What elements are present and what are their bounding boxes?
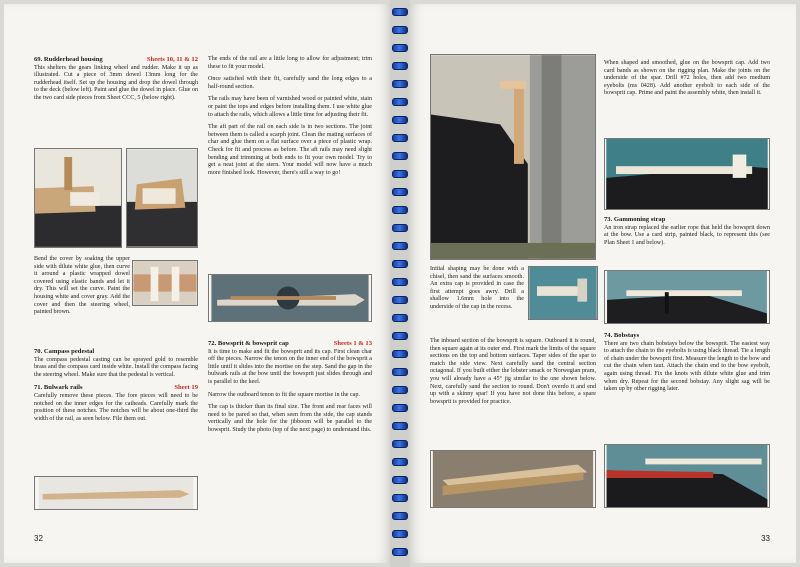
photo-rudderhead-card-sides [126,148,198,248]
section-70-heading [34,348,198,356]
section-69-heading [34,56,198,64]
cap-caption-text: Initial shaping may be done with a chisel, then sand the surfaces smooth. An extra cap is provided in case the first attempt goes awry. Drill a shallow 1.6mm hole into the underside of the cap in the recess. [430,266,524,310]
left-column-1 [34,56,198,108]
binding-coil [392,476,408,484]
section-69-sheets: Sheets 10, 11 & 12 [146,56,198,63]
bowsprit-shaping-text: The inboard section of the bowsprit is square. Outboard it is round, then square again at its outer end. First mark the limits of the square sections on the top and bottom surfaces. Taper sides of the spar to match the side view. Next carefully sand the central section octagonal. If you built either the lobster smack or Norwegian pram, you will already have a 45° jig similar to the one shown below. Next, carefully sand the section to round. Don't overdo it and end up with a skinny spar! If you have not done this before, a spare bowsprit is provided for practice. [430,338,596,405]
section-69-title: 69. Rudderhead housing [34,56,103,63]
section-73 [604,216,770,252]
section-72-title: 72. Bowsprit & bowsprit cap [208,340,289,347]
binding-coil [392,224,408,232]
photo-bowsprit-with-bands [604,138,770,210]
binding-coil [392,206,408,214]
binding-coil [392,98,408,106]
binding-coil [392,548,408,556]
rail-finish-text: The rails may have been of varnished wood or painted white, stain or paint the tops and edges before installing them. I use white glue to attach the rails, which allows a little time for adjusting their fit. [208,96,372,118]
left-column-2 [208,56,372,182]
binding-coil [392,260,408,268]
binding-coil [392,314,408,322]
section-74-heading [604,332,770,340]
section-69-continued [34,256,130,322]
section-73-heading [604,216,770,224]
section-73-title: 73. Gammoning strap [604,216,666,223]
binding-coil [392,350,408,358]
section-70-title: 70. Campass pedestal [34,348,95,355]
photo-cover-bending [132,260,198,306]
binding-coil [392,8,408,16]
section-71-heading [34,384,198,392]
binding-coil [392,458,408,466]
photo-bobstays [604,444,770,508]
cap-caption [430,266,524,317]
section-69-body: This shelters the gears linking wheel and rudder. Make it up as illustrated. Cut a piece of 3mm dowel 13mm long for the rudderhead itself. Set up the housing and drop the dowel through to the deck (below left). Paint and glue the dowel in place. Glue on the two card side pieces from Sheet CCC, 5 (below right). [34,64,198,101]
left-column-1-lower [34,348,198,428]
binding-coil [392,404,408,412]
section-72-body-2: Narrow the outboard tenon to fit the square mortise in the cap. [208,391,360,398]
left-column-2-lower [208,340,372,440]
photo-hull-with-rails [208,274,372,322]
binding-coil [392,386,408,394]
binding-coil [392,80,408,88]
spiral-binding [390,0,410,567]
binding-coil [392,368,408,376]
binding-coil [392,278,408,286]
section-72-sheets: Sheets 1 & 13 [333,340,372,347]
left-page [4,4,392,563]
right-page [408,4,796,563]
binding-coil [392,332,408,340]
section-69-body2: Bend the cover by soaking the upper side with dilute white glue, then curve it around a plastic wrapped dowel covered using elastic bands and let it dry. This will set the curve. Paint the housing white and cover gray. Add the cover and then the steering wheel, painted brown. [34,256,130,316]
section-71-body: Carefully remove these pieces. The fore pieces will need to be notched on the inner edges for the catheads. Carefully mark the position of these notches. The notches will be about one-third the width of the rail, as seen below. File them out. [34,392,198,422]
section-72-body-1: It is time to make and fit the bowsprit and its cap. First clean char off the pieces. Narrow the tenon on the inner end of the bowsprit a little until it slides into the mortise on the step. Sand the gap in the bulwark rails at the bow until the bowsprit just slides through and is parallel to the keel. [208,348,372,385]
binding-coil [392,26,408,34]
bowsprit-cap-glue-text: When shaped and smoothed, glue on the bowsprit cap. Add two card bands as shown on the rigging plan. Make the joints on the underside of the spar. Drill #72 holes, then add two medium eyebolts (ms 0428). Add another eyebolt to each side of the bowsprit cap. Prime and paint the assembly white, then install it. [604,60,770,97]
binding-coil [392,440,408,448]
page-number-right: 33 [761,534,770,543]
section-70-body: The compass pedestal casting can be sprayed gold to resemble brass and the compass card inside white. Install the compass facing the steering wheel. Make sure that the pedestal is vertical. [34,356,198,378]
binding-coil [392,530,408,538]
rail-adjust-text: The ends of the rail are a little long to allow for adjustment; trim these to fit your model. [208,56,372,70]
section-71-title: 71. Bulwark rails [34,384,83,392]
section-74-body: There are two chain bobstays below the bowsprit. The easiest way to attach the chain to the eyebolts is using black thread. Tie a length of chain under the bowsprit first. Measure the length to the bow and cut the chain when taut. Attach the chain end to the bow eyebolt, again using thread. Fix the knots with dilute white glue and trim when dry. Repeat for the second bobstay. Any slight sag will be taken up by other rigging later. [604,340,770,393]
photo-bowsprit-cap-shaping [430,54,596,260]
photo-gammoning-strap [604,270,770,324]
binding-coil [392,170,408,178]
page-number-left: 32 [34,534,43,543]
binding-coil [392,512,408,520]
binding-coil [392,296,408,304]
right-column-2 [604,60,770,103]
section-73-body: An iron strap replaced the earlier rope that held the bowsprit down at the bow. Use a card strip, painted black, to represent this (see Plan Sheet 1 and below). [604,224,770,246]
section-72-heading [208,340,372,348]
binding-coil [392,188,408,196]
binding-coil [392,494,408,502]
photo-cap-detail [528,266,598,320]
right-column-1 [430,338,596,411]
binding-coil [392,422,408,430]
binding-coil [392,134,408,142]
photo-bulwark-rail [34,476,198,510]
scarph-joint-text: The aft part of the rail on each side is in two sections. The joint between them is called a scarph joint. Clean the mating surfaces of char and glue them on a flat surface over a piece of plastic wrap. Check for fit and process as before. The aft rails may need slight bending and trimming at both ends to fit your own model. Try to get a neat joint at the stern. Your model will now have a much more finished look. However, there's still a way to go! [208,124,372,176]
binding-coil [392,152,408,160]
section-74-title: 74. Bobstays [604,332,640,339]
section-72-body-3: The cap is thicker than its final size. The front and rear faces will need to be pared so that, when seen from the side, the cap stands vertically and the hole for the jibboom will be parallel to the bowsprit. Study the photo (top of the next page) to understand this. [208,404,372,433]
binding-coil [392,242,408,250]
binding-coil [392,62,408,70]
section-71-sheets: Sheet 19 [174,384,198,392]
binding-coil [392,116,408,124]
section-74 [604,332,770,399]
rail-sand-text: Once satisfied with their fit, carefully sand the long edges to a half-round section. [208,76,372,90]
photo-45-degree-jig [430,450,596,508]
photo-rudderhead-dowel [34,148,122,248]
binding-coil [392,44,408,52]
